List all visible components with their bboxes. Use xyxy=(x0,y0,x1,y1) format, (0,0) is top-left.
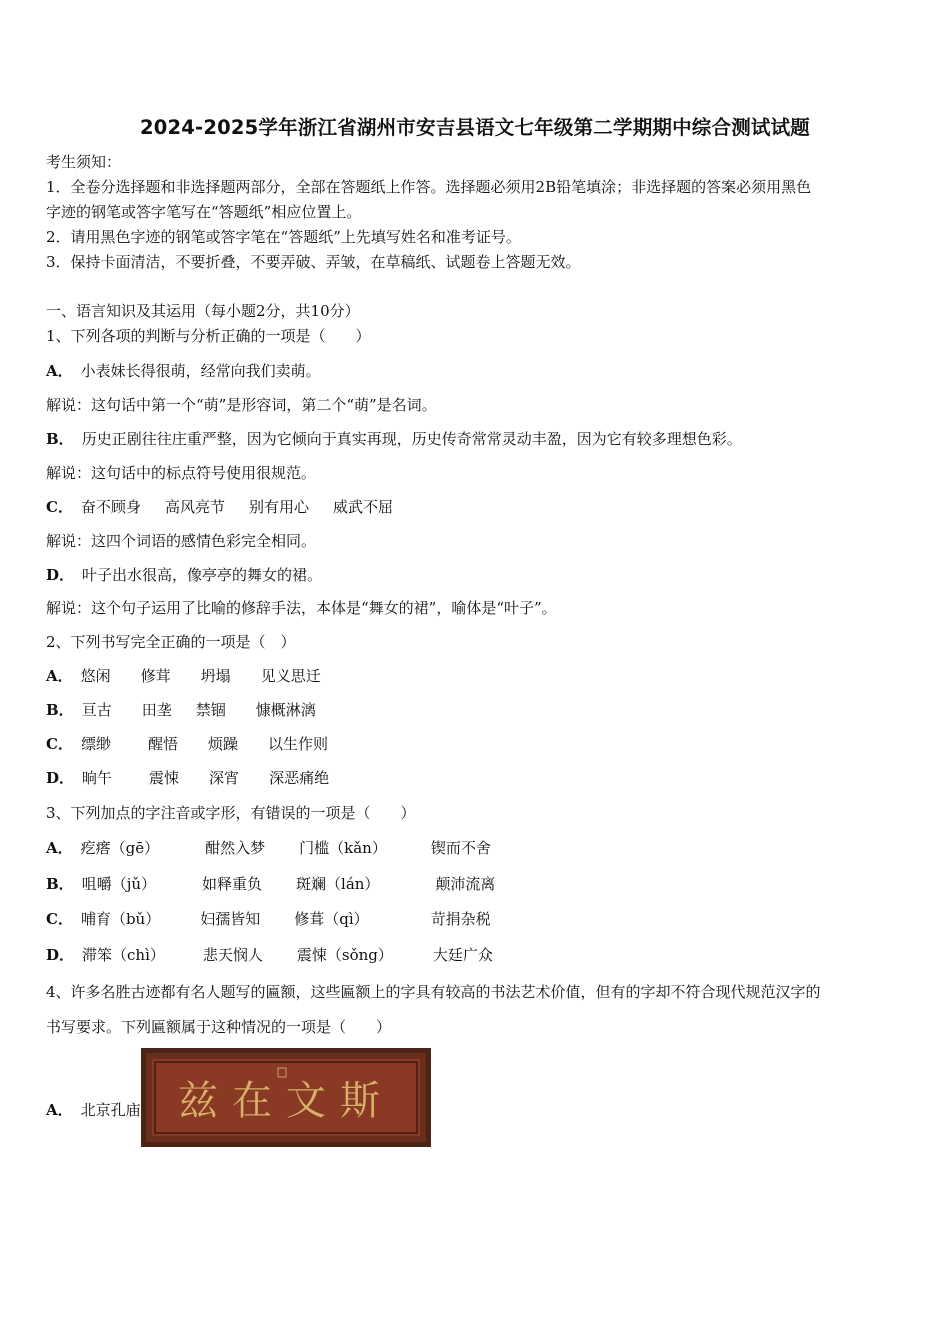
word: 缥缈 xyxy=(80,735,111,753)
option-label: C． xyxy=(46,735,73,753)
notice-item-1: 1．全卷分选择题和非选择题两部分，全部在答题纸上作答。选择题必须用2B铅笔填涂；非选择题的答案必须用黑色 xyxy=(46,178,812,196)
q3-stem: 3、下列加点的字注音或字形，有错误的一项是（ ） xyxy=(46,804,416,822)
q2-option-b xyxy=(46,700,316,720)
plaque-image xyxy=(141,1048,431,1147)
option-text: 叶子出水很高，像亭亭的舞女的裙。 xyxy=(82,566,323,584)
option-label: D． xyxy=(46,946,75,964)
plaque-inscription: 兹在文斯 xyxy=(178,1078,394,1124)
q4-option-a xyxy=(46,1100,141,1120)
page-title: 2024-2025学年浙江省湖州市安吉县语文七年级第二学期期中综合测试试题 xyxy=(139,116,811,139)
word: 晌午 xyxy=(82,769,113,787)
option-label: A． xyxy=(46,667,73,685)
q4-stem-cont: 书写要求。下列匾额属于这种情况的一项是（ ） xyxy=(46,1018,392,1036)
q1-note-d: 解说：这个句子运用了比喻的修辞手法，本体是“舞女的裙”，喻体是“叶子”。 xyxy=(46,599,557,617)
word: 震悚（sǒng） xyxy=(296,946,393,964)
word: 门槛（kǎn） xyxy=(299,839,387,857)
word: 如释重负 xyxy=(202,875,263,893)
section-heading: 一、语言知识及其运用（每小题2分，共10分） xyxy=(46,302,360,320)
word: 震悚 xyxy=(149,769,180,787)
option-label: B． xyxy=(46,701,74,719)
notice-item-2: 2．请用黑色字迹的钢笔或答字笔在“答题纸”上先填写姓名和准考证号。 xyxy=(46,228,521,246)
word: 醒悟 xyxy=(147,735,178,753)
q3-option-b xyxy=(46,874,495,894)
q3-option-c xyxy=(46,909,491,929)
option-text: 历史正剧往往庄重严整，因为它倾向于真实再现，历史传奇常常灵动丰盈，因为它有较多理想色彩。 xyxy=(81,430,742,448)
word: 苛捐杂税 xyxy=(430,910,491,928)
notice-item-1-cont: 字迹的钢笔或答字笔写在“答题纸”相应位置上。 xyxy=(46,203,362,221)
word: 颠沛流离 xyxy=(435,875,496,893)
q3-option-a xyxy=(46,838,491,858)
q2-option-d xyxy=(46,768,329,788)
option-label: A． xyxy=(46,1101,73,1119)
word: 修葺（qì） xyxy=(294,910,369,928)
word: 见义思迁 xyxy=(260,667,321,685)
word: 亘古 xyxy=(81,701,112,719)
option-label: B． xyxy=(46,430,74,448)
word: 修茸 xyxy=(140,667,171,685)
word: 大廷广众 xyxy=(432,946,493,964)
word: 深恶痛绝 xyxy=(269,769,330,787)
word: 斑斓（lán） xyxy=(296,875,380,893)
word: 烦躁 xyxy=(207,735,238,753)
option-label: C． xyxy=(46,910,73,928)
option-text: 小表妹长得很萌，经常向我们卖萌。 xyxy=(80,362,321,380)
word: 哺育（bǔ） xyxy=(80,910,161,928)
option-label: A． xyxy=(46,839,73,857)
q1-option-c xyxy=(46,497,393,517)
word: 禁锢 xyxy=(195,701,226,719)
word: 坍塌 xyxy=(200,667,231,685)
word: 田垄 xyxy=(141,701,172,719)
q1-note-c: 解说：这四个词语的感情色彩完全相同。 xyxy=(46,532,317,550)
q1-stem: 1、下列各项的判断与分析正确的一项是（ ） xyxy=(46,327,371,345)
word: 以生作则 xyxy=(268,735,329,753)
q1-option-b xyxy=(46,429,742,449)
option-label: D． xyxy=(46,566,75,584)
q1-note-a: 解说：这句话中第一个“萌”是形容词，第二个“萌”是名词。 xyxy=(46,396,437,414)
q2-option-a xyxy=(46,666,321,686)
word: 锲而不舍 xyxy=(430,839,491,857)
word: 酣然入梦 xyxy=(205,839,266,857)
word: 高风亮节 xyxy=(164,498,225,516)
word: 别有用心 xyxy=(248,498,309,516)
option-label: D． xyxy=(46,769,75,787)
q2-option-c xyxy=(46,734,328,754)
q4-stem: 4、许多名胜古迹都有名人题写的匾额，这些匾额上的字具有较高的书法艺术价值，但有的字却不符合现代规范汉字的 xyxy=(46,983,821,1001)
notice-item-3: 3．保持卡面清洁，不要折叠，不要弄破、弄皱，在草稿纸、试题卷上答题无效。 xyxy=(46,253,581,271)
q2-stem: 2、下列书写完全正确的一项是（ ） xyxy=(46,633,296,651)
word: 疙瘩（gē） xyxy=(80,839,160,857)
word: 威武不屈 xyxy=(333,498,394,516)
option-label: A． xyxy=(46,362,73,380)
q1-note-b: 解说：这句话中的标点符号使用很规范。 xyxy=(46,464,317,482)
word: 咀嚼（jǔ） xyxy=(81,875,156,893)
option-label: C． xyxy=(46,498,73,516)
word: 滞笨（chì） xyxy=(82,946,165,964)
q1-option-d xyxy=(46,565,322,585)
option-text: 北京孔庙 xyxy=(80,1101,141,1119)
word: 慷概淋漓 xyxy=(255,701,316,719)
word: 奋不顾身 xyxy=(80,498,141,516)
word: 悠闲 xyxy=(80,667,111,685)
notice-heading: 考生须知： xyxy=(46,153,122,171)
q3-option-d xyxy=(46,945,493,965)
word: 妇孺皆知 xyxy=(200,910,261,928)
word: 悲天悯人 xyxy=(202,946,263,964)
q1-option-a xyxy=(46,361,321,381)
option-label: B． xyxy=(46,875,74,893)
word: 深宵 xyxy=(209,769,240,787)
